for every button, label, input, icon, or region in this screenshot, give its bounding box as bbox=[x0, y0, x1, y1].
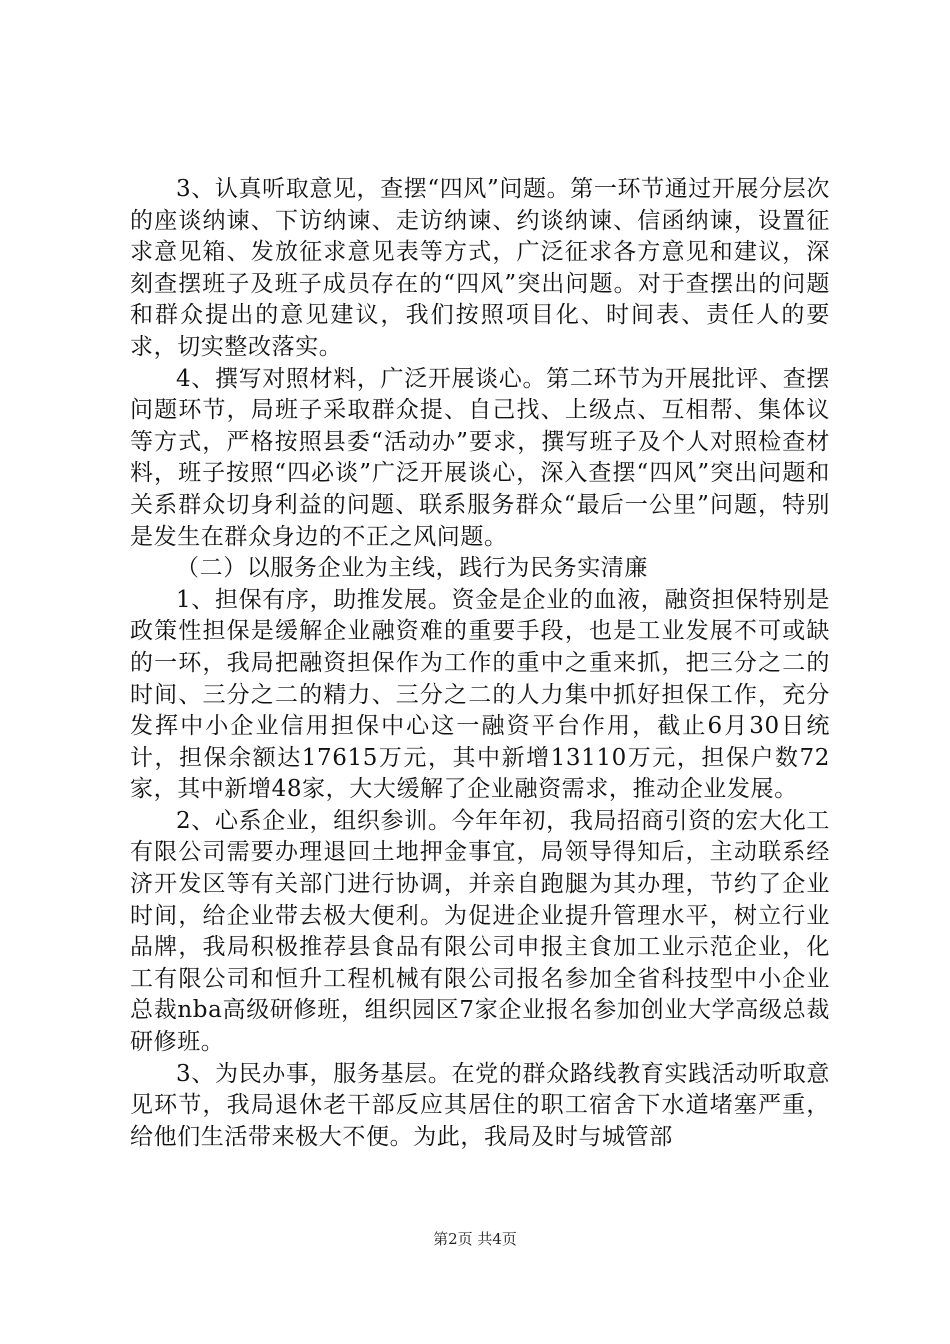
section-heading: （二）以服务企业为主线，践行为民务实清廉 bbox=[176, 555, 648, 582]
paragraph-guarantee: 1、担保有序，助推发展。资金是企业的血液，融资担保特别是政策性担保是缓解企业融资难的重要手段，也是工业发展不可或缺的一环，我局把融资担保作为工作的重中之重来抓，把三分之二的时间、三分之二的精力、三分之二的人力集中抓好担保工作，充分发挥中小企业信用担保中心这一融资平台作用，截止6月30日统计，担保余额达17615万元，其中新增13110万元，担保户数72家，其中新增48家，大大缓解了企业融资需求，推动企业发展。 bbox=[130, 586, 830, 803]
paragraph-item-4: 4、撰写对照材料，广泛开展谈心。第二环节为开展批评、查摆问题环节，局班子采取群众提、自己找、上级点、互相帮、集体议等方式，严格按照县委“活动办”要求，撰写班子及个人对照检查材料，班子按照“四必谈”广泛开展谈心，深入查摆“四风”突出问题和关系群众切身利益的问题、联系服务群众“最后一公里”问题，特别是发生在群众身边的不正之风问题。 bbox=[130, 365, 830, 550]
paragraph-enterprise-training: 2、心系企业，组织参训。今年年初，我局招商引资的宏大化工有限公司需要办理退回土地押金事宜，局领导得知后，主动联系经济开发区等有关部门进行协调，并亲自跑腿为其办理，节约了企业时间，给企业带去极大便利。为促进企业提升管理水平，树立行业品牌，我局积极推荐县食品有限公司申报主食加工业示范企业，化工有限公司和恒升工程机械有限公司报名参加全省科技型中小企业总裁nba高级研修班，组织园区7家企业报名参加创业大学高级总裁研修班。 bbox=[130, 807, 830, 1056]
paragraph-serve-grassroots: 3、为民办事，服务基层。在党的群众路线教育实践活动听取意见环节，我局退休老干部反应其居住的职工宿舍下水道堵塞严重，给他们生活带来极大不便。为此，我局及时与城管部 bbox=[130, 1060, 830, 1150]
page-number: 第2页 共4页 bbox=[433, 1230, 517, 1248]
document-body bbox=[130, 174, 830, 1153]
paragraph-item-3: 3、认真听取意见，查摆“四风”问题。第一环节通过开展分层次的座谈纳谏、下访纳谏、走访纳谏、约谈纳谏、信函纳谏，设置征求意见箱、发放征求意见表等方式，广泛征求各方意见和建议，深刻查摆班子及班子成员存在的“四风”突出问题。对于查摆出的问题和群众提出的意见建议，我们按照项目化、时间表、责任人的要求，切实整改落实。 bbox=[130, 176, 830, 360]
